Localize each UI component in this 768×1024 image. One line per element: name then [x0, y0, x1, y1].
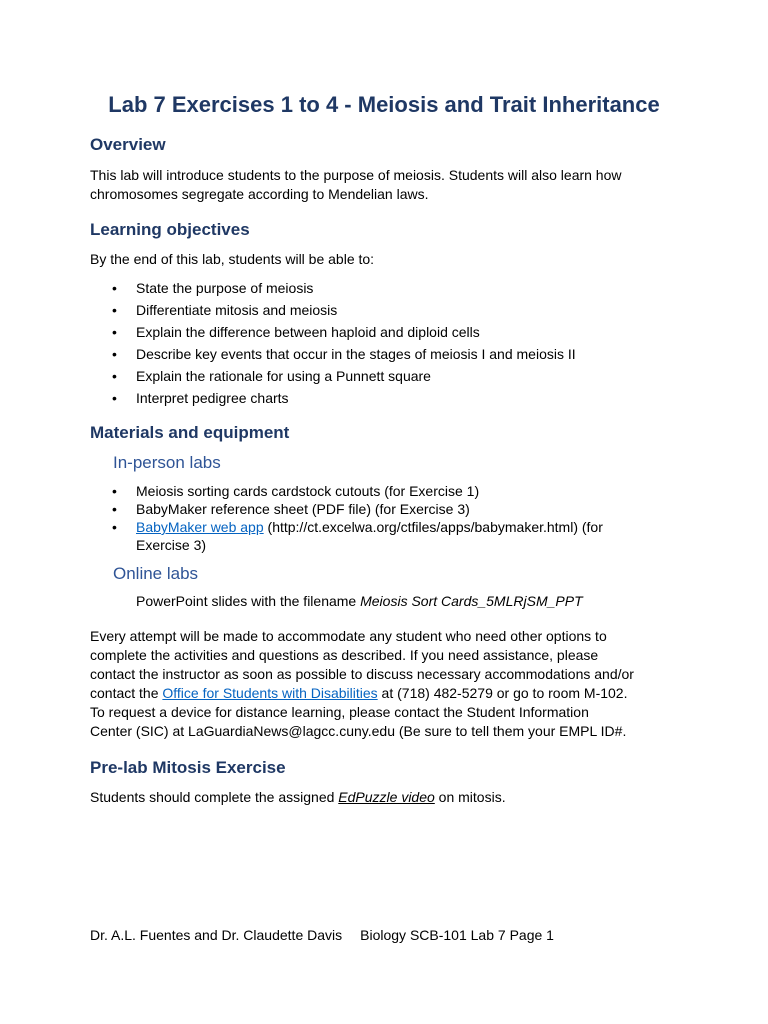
objective-text: Differentiate mitosis and meiosis — [136, 302, 338, 318]
accommodation-paragraph — [90, 627, 690, 741]
material-text: (http://ct.excelwa.org/ctfiles/apps/babymaker.html) (for — [263, 519, 603, 535]
list-item — [90, 387, 576, 409]
objectives-list — [90, 277, 576, 409]
bullet-icon: • — [112, 501, 117, 517]
document-title: Lab 7 Exercises 1 to 4 - Meiosis and Trait Inheritance — [108, 92, 660, 117]
list-item — [90, 365, 576, 387]
accommodation-line-1: Every attempt will be made to accommodate any student who need other options to — [90, 628, 607, 644]
online-paragraph — [136, 592, 736, 611]
material-text: BabyMaker reference sheet (PDF file) (for Exercise 3) — [136, 501, 470, 517]
online-heading: Online labs — [113, 564, 199, 583]
objective-text: Explain the rationale for using a Punnett square — [136, 368, 431, 384]
overview-line-2: chromosomes segregate according to Mendelian laws. — [90, 186, 429, 202]
list-item — [90, 299, 576, 321]
objective-text: Interpret pedigree charts — [136, 390, 289, 406]
accommodation-text: at (718) 482-5279 or go to room M-102. — [377, 685, 628, 701]
accommodation-line-5: To request a device for distance learning, please contact the Student Information — [90, 704, 589, 720]
prelab-paragraph — [90, 788, 690, 807]
inperson-heading: In-person labs — [113, 453, 221, 472]
list-item — [90, 321, 576, 343]
bullet-icon: • — [112, 280, 117, 296]
list-item-continuation — [90, 536, 603, 554]
footer-authors: Dr. A.L. Fuentes and Dr. Claudette Davis — [90, 927, 343, 943]
overview-paragraph — [90, 166, 690, 204]
accommodation-line-2: complete the activities and questions as described. If you need assistance, please — [90, 647, 599, 663]
overview-heading: Overview — [90, 135, 166, 154]
overview-line-1: This lab will introduce students to the purpose of meiosis. Students will also learn how — [90, 167, 622, 183]
online-filename: Meiosis Sort Cards_5MLRjSM_PPT — [360, 593, 583, 609]
accommodation-line-6: Center (SIC) at LaGuardiaNews@lagcc.cuny.edu (Be sure to tell them your EMPL ID#. — [90, 723, 627, 739]
objective-text: Explain the difference between haploid and diploid cells — [136, 324, 480, 340]
objective-text: Describe key events that occur in the stages of meiosis I and meiosis II — [136, 346, 576, 362]
material-text: Meiosis sorting cards cardstock cutouts (for Exercise 1) — [136, 483, 480, 499]
inperson-list — [90, 482, 603, 554]
office-disabilities-link[interactable]: Office for Students with Disabilities — [162, 685, 378, 701]
babymaker-web-app-link[interactable]: BabyMaker web app — [136, 519, 264, 535]
objective-text: State the purpose of meiosis — [136, 280, 314, 296]
list-item — [90, 482, 603, 500]
accommodation-line-4 — [90, 684, 690, 703]
bullet-icon: • — [112, 302, 117, 318]
list-item — [90, 500, 603, 518]
bullet-icon: • — [112, 324, 117, 340]
bullet-icon: • — [112, 368, 117, 384]
bullet-icon: • — [112, 390, 117, 406]
prelab-text: on mitosis. — [434, 789, 506, 805]
objectives-intro: By the end of this lab, students will be able to: — [90, 251, 375, 267]
prelab-text: Students should complete the assigned — [90, 789, 339, 805]
list-item — [90, 277, 576, 299]
accommodation-line-3: contact the instructor as soon as possible to discuss necessary accommodations and/or — [90, 666, 634, 682]
prelab-heading: Pre-lab Mitosis Exercise — [90, 758, 286, 777]
bullet-icon: • — [112, 483, 117, 499]
bullet-icon: • — [112, 346, 117, 362]
bullet-icon: • — [112, 519, 117, 535]
materials-heading: Materials and equipment — [90, 423, 290, 442]
accommodation-text: contact the — [90, 685, 163, 701]
material-text: Exercise 3) — [136, 537, 207, 553]
list-item — [90, 343, 576, 365]
list-item — [90, 518, 603, 536]
objectives-heading: Learning objectives — [90, 220, 250, 239]
footer-course: Biology SCB-101 Lab 7 Page 1 — [360, 927, 554, 943]
page-footer — [90, 926, 554, 944]
edpuzzle-video-link[interactable]: EdPuzzle video — [338, 789, 435, 805]
online-text: PowerPoint slides with the filename — [136, 593, 361, 609]
